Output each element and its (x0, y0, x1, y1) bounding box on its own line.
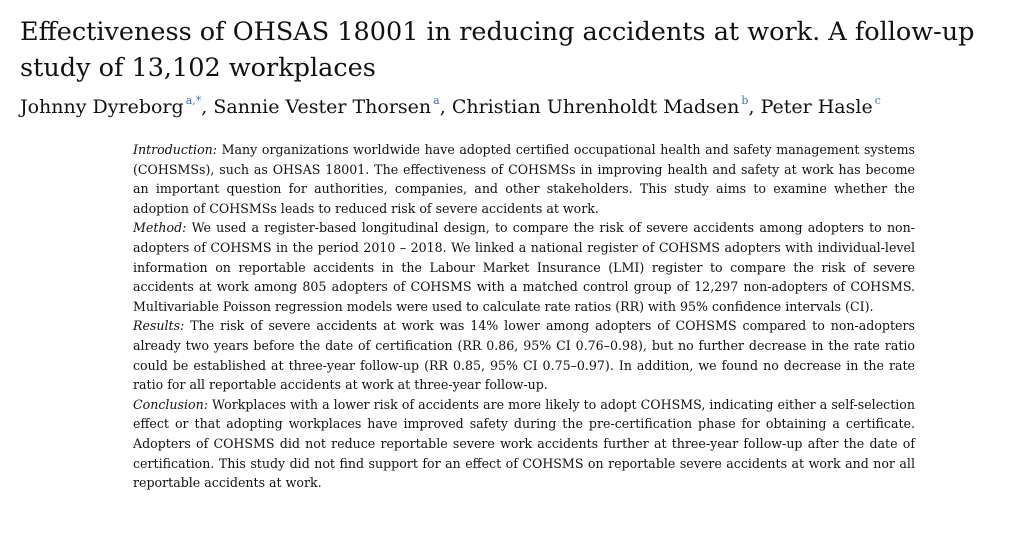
author-affiliation[interactable]: a (433, 94, 440, 107)
author-affiliation[interactable]: b (741, 94, 749, 107)
section-heading: Method: (133, 220, 187, 236)
section-text: The risk of severe accidents at work was 14% lower among adopters of COHSMS compared to non-adopters already two years before the date of certification (RR 0.86, 95% CI 0.76–0.98), but no further decrease in the rate ratio could be established at three-year follow-up (RR 0.85, 95% CI 0.75–0.97). In addition, we found no decrease in the rate ratio for all reportable accidents at work at three-year follow-up. (133, 318, 915, 393)
author[interactable] (213, 96, 445, 118)
author-separator: , (201, 96, 208, 118)
section-text: Many organizations worldwide have adopted certified occupational health and safety management systems (COHSMSs), such as OHSAS 18001. The effectiveness of COHSMSs in improving health and safety at work has become an important question for authorities, companies, and other stakeholders. This study aims to examine whether the adoption of COHSMSs leads to reduced risk of severe accidents at work. (133, 142, 915, 216)
author-name: Peter Hasle (760, 96, 873, 118)
abstract-conclusion (133, 395, 915, 493)
author-name: Johnny Dyreborg (20, 96, 184, 118)
section-text: Workplaces with a lower risk of accidents are more likely to adopt COHSMS, indicating either a self-selection effect or that adopting workplaces have improved safety during the pre-certification phase for obtaining a certificate. Adopters of COHSMS did not reduce reportable severe work accidents further at three-year follow-up after the date of certification. This study did not find support for an effect of COHSMS on reportable severe accidents at work and nor all reportable accidents at work. (133, 396, 915, 491)
abstract-method (133, 218, 915, 316)
section-heading: Conclusion: (133, 396, 208, 412)
author-separator: , (748, 96, 755, 118)
author-affiliation[interactable]: a,* (185, 94, 202, 107)
author-name: Christian Uhrenholdt Madsen (451, 96, 740, 118)
section-heading: Results: (133, 318, 185, 334)
author-list (20, 87, 1010, 121)
abstract-introduction (133, 140, 915, 218)
section-heading: Introduction: (133, 142, 217, 157)
author-name: Sannie Vester Thorsen (213, 96, 432, 118)
author-separator: , (439, 96, 446, 118)
author-affiliation[interactable]: c (874, 94, 881, 107)
author[interactable] (20, 96, 207, 118)
author[interactable] (761, 96, 881, 118)
author[interactable] (452, 96, 755, 118)
paper-title: Effectiveness of OHSAS 18001 in reducing accidents at work. A follow-up study of 13,102 workplaces (20, 17, 975, 83)
abstract (133, 140, 915, 493)
section-text: We used a register-based longitudinal design, to compare the risk of severe accidents among adopters to non-adopters of COHSMS in the period 2010 – 2018. We linked a national register of COHSMS adopters with individual-level information on reportable accidents in the Labour Market Insurance (LMI) register to compare the risk of severe accidents at work among 805 adopters of COHSMS with a matched control group of 12,297 non-adopters of COHSMS. Multivariable Poisson regression models were used to calculate rate ratios (RR) with 95% confidence intervals (CI). (133, 220, 916, 314)
abstract-results (133, 316, 915, 394)
